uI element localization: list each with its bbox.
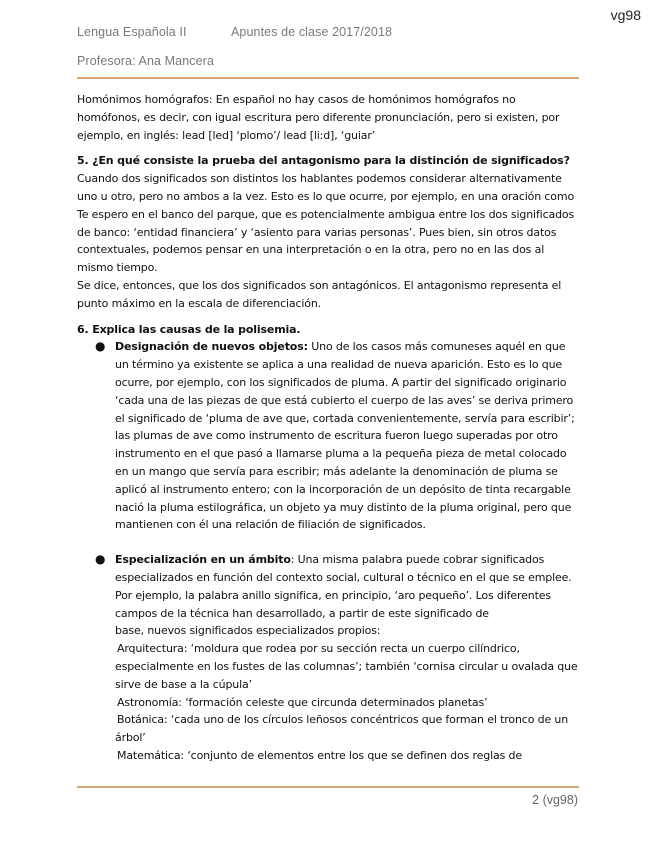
bullet-icon: ● — [95, 339, 106, 354]
list-item-text: : Una misma palabra puede cobrar significados especializados en función del contexto social, cultural o técnico en el que se emplee. Por ejemplo, la palabra anillo significa, en principio, ‘aro pequeño’. Los diferentes campos de la técnica han desarrollado, a partir de este significado de — [115, 553, 572, 620]
question-5-paragraph-1: Cuando dos significados son distintos los hablantes podemos considerar alternativamente uno u otro, pero no ambos a la vez. Esto es lo que ocurre, por ejemplo, en una oración como Te espero en el banco del parque, que es potencialmente ambigua entre los dos significados de banco: ‘entidad financiera’ y ‘asiento para varias personas’. Pues bien, sin otros datos contextuales, podemos pensar en una interpretación o en la otra, pero no en las dos al mismo tiempo. — [77, 172, 575, 275]
list-item-text-continued: base, nuevos significados especializados propios: — [115, 624, 381, 638]
question-6-title: 6. Explica las causas de la polisemia. — [77, 322, 301, 336]
footer-divider — [77, 786, 579, 788]
field-architecture: Arquitectura: ‘moldura que rodea por su sección recta un cuerpo cilíndrico, especialmente en los fustes de las columnas’; también ‘cornisa circular u ovalada que sirve de base a la cúpula’ — [115, 642, 578, 691]
field-astronomy: Astronomía: ‘formación celeste que circunda determinados planetas’ — [117, 695, 488, 709]
field-botany: Botánica: ‘cada uno de los círculos leñosos concéntricos que forman el tronco de un árbol’ — [115, 713, 569, 745]
header-divider — [77, 77, 579, 79]
course-title: Lengua Española II — [77, 25, 187, 39]
page-number: 2 (vg98) — [532, 793, 578, 807]
watermark: vg98 — [610, 7, 641, 23]
list-item-heading: Designación de nuevos objetos: — [115, 340, 308, 354]
notes-title: Apuntes de clase 2017/2018 — [231, 25, 393, 39]
list-item-heading: Especialización en un ámbito — [115, 553, 291, 567]
causes-list — [77, 338, 579, 764]
bullet-icon: ● — [95, 552, 106, 567]
list-item — [95, 551, 579, 765]
list-item-text: Uno de los casos más comuneses aquél en que un término ya existente se aplica a una realidad de nueva aparición. Esto es lo que ocurre, por ejemplo, con los significados de pluma. A partir del significado originario ‘cada una de las piezas de que está cubierto el cuerpo de las aves’ se deriva primero el significado de ‘pluma de ave que, cortada convenientemente, servía para escribir’; las plumas de ave como instrumento de escritura fueron luego superadas por otro instrumento en el que pasó a llamarse pluma a la pequeña pieza de metal colocado en un mango que servía para escribir; más adelante la denominación de pluma se aplicó al instrumento entero; con la incorporación de un depósito de tinta recargable nació la pluma estilográfica, un objeto ya muy distinto de la pluma original, pero que mantienen con él una relación de filiación de significados. — [115, 340, 575, 532]
document-body — [77, 91, 579, 765]
teacher-name: Profesora: Ana Mancera — [77, 54, 214, 68]
question-5-paragraph-2: Se dice, entonces, que los dos significados son antagónicos. El antagonismo representa el punto máximo en la escala de diferenciación. — [77, 278, 562, 310]
question-5-title: 5. ¿En qué consiste la prueba del antagonismo para la distinción de significados? — [77, 154, 570, 168]
field-mathematics: Matemática: ‘conjunto de elementos entre los que se definen dos reglas de — [117, 748, 522, 762]
intro-paragraph: Homónimos homógrafos: En español no hay casos de homónimos homógrafos no homófonos, es decir, con igual escritura pero diferente pronunciación, pero si existen, por ejemplo, en inglés: lead [led] ‘plomo’/ lead [li:d], ‘guiar’ — [77, 93, 560, 142]
list-item — [95, 338, 579, 534]
